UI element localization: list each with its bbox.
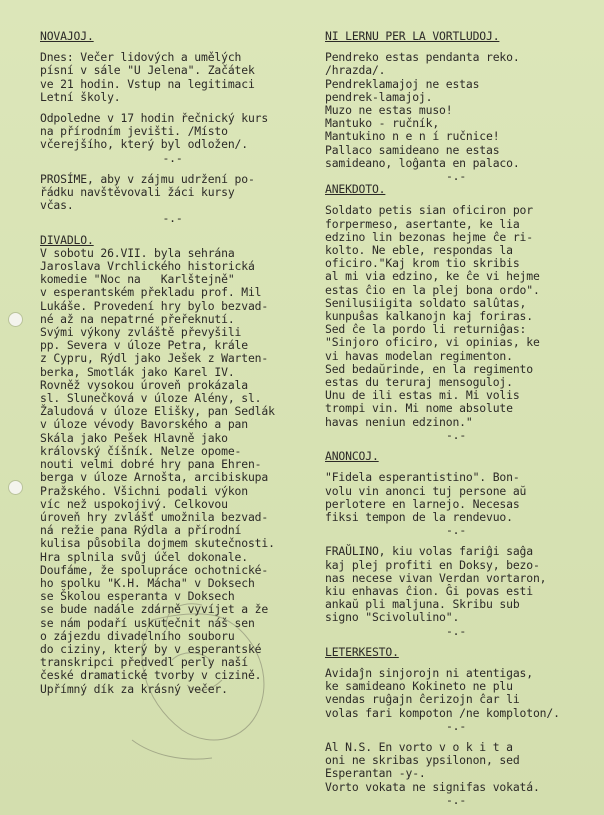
text-line: víc než uspokojivý. Celkovou (40, 496, 228, 511)
text-line: Pendreklamajoj ne estas (325, 76, 480, 91)
novajoj-p3: PROSÍME, aby v zájmu udržení po- řádku navštěvovali žáci kursy včas. (40, 171, 255, 213)
text-line: ho spolku "K.H. Mácha" v Doksech (40, 575, 255, 590)
text-line: oni ne skribas ypsilonon, sed (325, 753, 520, 768)
divadlo-body (40, 247, 305, 696)
text-line: FRAŬLINO, kiu volas fariĝi saĝa (325, 544, 533, 559)
section-title-leterkesto: LETERKESTO. (325, 644, 399, 659)
text-line: berka, Smotlák jako Karel IV. (40, 364, 235, 379)
text-line: oficiro."Kaj krom tio skribis (325, 256, 520, 271)
right-column (325, 30, 587, 807)
text-line: volas fari kompoton /ne komploton/. (325, 705, 560, 720)
text-line: vi havas modelan regimenton. (325, 348, 513, 363)
novajoj-p1: Dnes: Večer lidových a umělých písní v sále "U Jelena". Začátek ve 21 hodin. Vstup na legitimaci Letní školy. (40, 50, 255, 104)
text-line: Pallaco samideano ne estas (325, 142, 500, 157)
separator: -.- (445, 523, 467, 538)
text-line: do ciziny, který by v esperantské (40, 641, 262, 656)
text-line: úroveň hry zvlášť umožnila bezvad- (40, 509, 269, 524)
text-line: kolto. Ne eble, respondas la (325, 243, 513, 258)
text-line: o zájezdu divadelního souboru (40, 628, 235, 643)
text-line: Jaroslava Vrchlického historická (40, 259, 255, 274)
section-title-lernu: NI LERNU PER LA VORTLUDOJ. (325, 29, 500, 43)
separator: -.- (162, 150, 183, 165)
section-title-novajoj: NOVAJOJ. (40, 29, 94, 43)
separator: -.- (445, 169, 467, 184)
text-line: české dramatické tvorby v cizině. (40, 668, 262, 683)
text-line: Vorto vokata ne signifas vokatá. (325, 779, 540, 794)
text-line: z Cypru, Rýdl jako Ješek z Warten- (40, 351, 269, 366)
text-line: Esperantan -y-. (325, 766, 426, 781)
text-line: ná režie pana Rýdla a přírodní (40, 523, 242, 538)
novajoj-p2: Odpoledne v 17 hodin řečnický kurs na přírodním jevišti. /Místo včerejšího, který byl odložen/. (40, 111, 269, 152)
anoncoj-body (325, 471, 587, 524)
text-line: sl. Slunečková v úloze Alény, sl. (40, 391, 262, 406)
text-line: ankaŭ pli maljuna. Skribu sub (325, 597, 520, 612)
text-line: /hrazda/. (325, 63, 386, 78)
text-line: havas neniun edzinon." (325, 414, 473, 429)
text-line: transkripci předvedl perly naší (40, 655, 248, 670)
text-line: perlotere en larnejo. Necesas (325, 496, 520, 511)
text-line: signo "Scivolulino". (325, 610, 460, 625)
text-line: berga v úloze Arnošta, arcibiskupa (40, 470, 269, 485)
text-line: kunpuŝas kalkanojn kaj foriras. (325, 309, 533, 324)
lernu-body (325, 51, 587, 170)
text-line: fiksi tempon de la rendevuo. (325, 509, 513, 524)
text-line: nas necese vivan Verdan vortaron, (325, 570, 547, 585)
separator: -.- (445, 427, 467, 442)
text-line: Hra splnila svůj účel dokonale. (40, 549, 248, 564)
text-line: edzino lin bezonas hejme ĉe ri- (325, 229, 533, 244)
separator: -.- (445, 792, 467, 807)
text-line: Avidaĵn sinjorojn ni atentigas, (325, 665, 533, 680)
text-line: Pražského. Všichni podali výkon (40, 483, 248, 498)
text-line: Senilusiigita soldato salûtas, (325, 295, 527, 310)
text-line: nouti velmi dobré hry pana Ehren- (40, 457, 262, 472)
text-line: Upřímný dík za krásný večer. (40, 681, 228, 696)
text-line: pendrek-lamajoj. (325, 89, 433, 104)
text-line: estas du teruraj mensoguloj. (325, 375, 513, 390)
text-line: kiu enhavas ĉion. Ĝi povas esti (325, 583, 533, 598)
leterkesto-body (325, 667, 587, 720)
text-line: Unu de ili estas mi. Mi volis (325, 388, 520, 403)
punch-hole (8, 312, 23, 327)
punch-hole (8, 480, 23, 495)
text-line: Svými výkony zvláště převyšili (40, 325, 242, 340)
separator: -.- (445, 623, 467, 638)
text-line: se bude nadále zdárně vyvíjet a že (40, 602, 269, 617)
text-line: V sobotu 26.VII. byla sehrána (40, 245, 235, 260)
text-line: Pendreko estas pendanta reko. (325, 50, 520, 65)
text-line: samideano, loĝanta en palaco. (325, 155, 520, 170)
text-line: né až na nepatrné přeřeknutí. (40, 311, 235, 326)
section-title-anekdoto: ANEKDOTO. (325, 182, 386, 197)
text-line: kulisa působila dojmem skutečnosti. (40, 536, 275, 551)
text-line: al mi via edzino, ke ĉe vi hejme (325, 269, 540, 284)
section-title-anoncoj: ANONCOJ. (325, 449, 379, 464)
text-line: v esperantském překladu prof. Mil (40, 285, 262, 300)
text-line: Soldato petis sian oficiron por (325, 203, 533, 218)
text-line: vendas ruĝajn ĉerizojn ĉar li (325, 692, 520, 707)
text-line: Muzo ne estas muso! (325, 103, 453, 118)
text-line: Mantuko - ručník, (325, 116, 440, 131)
text-line: Al N.S. En vorto v o k i t a (325, 739, 513, 754)
text-line: Skála jako Pešek Hlavně jako (40, 430, 228, 445)
anekdoto-body (325, 204, 587, 428)
text-line: volu vin anonci tuj persone aŭ (325, 483, 527, 498)
text-line: se Školou esperanta v Doksech (40, 589, 235, 604)
left-column (40, 30, 305, 696)
leterkesto-body-2 (325, 741, 587, 794)
text-line: "Sinjoro oficiro, vi opinias, ke (325, 335, 540, 350)
text-line: kaj plej profiti en Doksy, bezo- (325, 557, 540, 572)
text-line: estas ĉio en la plej bona ordo". (325, 282, 540, 297)
text-line: Sed bedaŭrinde, en la regimento (325, 361, 533, 376)
text-line: ke samideano Kokineto ne plu (325, 679, 513, 694)
text-line: Doufáme, že spoluprácе ochotnické- (40, 562, 269, 577)
text-line: komedie "Noc na Karlštejně" (40, 272, 235, 287)
text-line: "Fidela esperantistino". Bon- (325, 470, 520, 485)
text-line: pp. Severa v úloze Petra, krále (40, 338, 248, 353)
fraulino-body (325, 545, 587, 624)
text-line: Mantukino n e n í ručnice! (325, 129, 500, 144)
text-line: forpermeso, asertante, ke lia (325, 216, 520, 231)
text-line: v úloze vévody Bavorského a pan (40, 417, 248, 432)
text-line: Rovněž vysokou úroveň prokázala (40, 377, 248, 392)
text-line: Lukáše. Provedení hry bylo bezvad- (40, 298, 269, 313)
section-title-divadlo: DIVADLO. (40, 232, 94, 247)
text-line: trompi vin. Mi nome absolute (325, 401, 513, 416)
text-line: Žaludová v úloze Elišky, pan Sedlák (40, 404, 275, 419)
separator: -.- (162, 211, 183, 226)
text-line: Sed ĉe la pordo li returniĝas: (325, 322, 527, 337)
text-line: královský číšník. Nelze opome- (40, 443, 242, 458)
separator: -.- (445, 718, 467, 733)
text-line: se nám podaří uskutečnit náš sen (40, 615, 255, 630)
